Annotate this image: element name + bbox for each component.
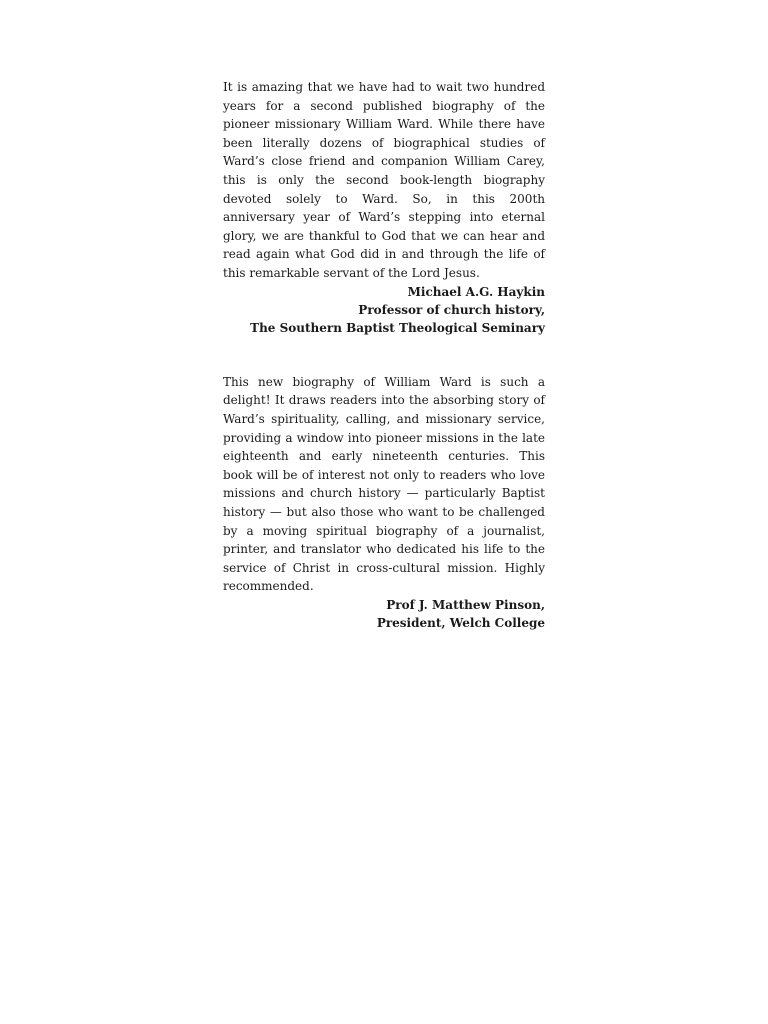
endorser-name: Michael A.G. Haykin: [407, 284, 545, 299]
endorser-title: President, Welch College: [376, 616, 545, 631]
endorsements-page: [223, 78, 545, 633]
endorsement-pinson: [223, 373, 545, 633]
endorser-name: Prof J. Matthew Pinson,: [386, 597, 545, 612]
endorser-institution: The Southern Baptist Theological Seminary: [250, 321, 545, 336]
section-spacer: [223, 338, 545, 373]
endorsement-quote: It is amazing that we have had to wait two hundred years for a second published biography of the pioneer missionary William Ward. While there have been literally dozens of biographical studies of Ward’s close friend and companion William Carey, this is only the second book-length biography devoted solely to Ward. So, in this 200th anniversary year of Ward’s stepping into eternal glory, we are thankful to God that we can hear and read again what God did in and through the life of this remarkable servant of the Lord Jesus.: [223, 80, 545, 280]
endorsement-attribution: [223, 596, 545, 633]
endorser-title: Professor of church history,: [358, 302, 545, 317]
endorsement-attribution: [223, 283, 545, 338]
endorsement-haykin: [223, 78, 545, 338]
endorsement-quote: This new biography of William Ward is such a delight! It draws readers into the absorbing story of Ward’s spirituality, calling, and missionary service, providing a window into pioneer missions in the late eighteenth and early nineteenth centuries. This book will be of interest not only to readers who love missions and church history — particularly Baptist history — but also those who want to be challenged by a moving spiritual biography of a journalist, printer, and translator who dedicated his life to the service of Christ in cross-cultural mission. Highly recommended.: [223, 374, 545, 594]
